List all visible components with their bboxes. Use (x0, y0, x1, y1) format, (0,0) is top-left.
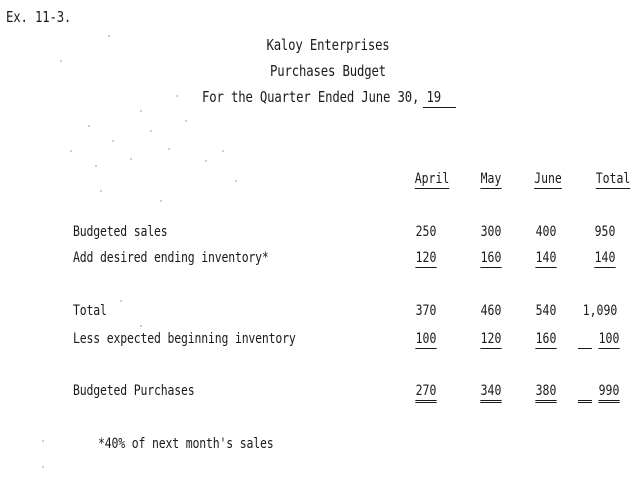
row-label-total: Total (73, 303, 107, 319)
table-cell: 120 (480, 331, 502, 347)
row-label-budgeted-sales: Budgeted sales (73, 224, 168, 240)
row-label-ending-inventory: Add desired ending inventory* (73, 250, 269, 266)
table-cell: 370 (415, 303, 437, 319)
table-cell: 160 (535, 331, 557, 347)
table-cell: 1,090 (582, 303, 618, 319)
report-period: For the Quarter Ended June 30, 19 (202, 88, 441, 106)
table-cell: 140 (594, 250, 616, 266)
table-cell: 300 (480, 224, 502, 240)
table-cell: 160 (480, 250, 502, 266)
row-label-beginning-inventory: Less expected beginning inventory (73, 331, 296, 347)
table-cell: 380 (521, 383, 570, 399)
table-cell: 120 (415, 250, 437, 266)
table-cell: 140 (535, 250, 557, 266)
row-label-budgeted-purchases: Budgeted Purchases (73, 383, 195, 399)
column-header-may: May (480, 171, 502, 187)
table-cell: 250 (415, 224, 437, 240)
footnote: *40% of next month's sales (98, 436, 274, 452)
table-cell: 270 (401, 383, 450, 399)
report-title: Purchases Budget (270, 62, 386, 80)
table-cell: 100 (415, 331, 437, 347)
exercise-label: Ex. 11-3. (6, 8, 72, 26)
company-name: Kaloy Enterprises (266, 36, 390, 54)
table-cell: 540 (535, 303, 557, 319)
table-cell: 340 (466, 383, 515, 399)
table-cell: 460 (480, 303, 502, 319)
total-underline-extension (578, 348, 592, 349)
column-header-june: June (534, 171, 562, 187)
column-header-total: Total (595, 171, 631, 187)
table-cell: 950 (594, 224, 616, 240)
table-cell: 100 (598, 331, 620, 347)
column-header-april: April (414, 171, 450, 187)
year-blank-line (423, 107, 456, 108)
table-cell: 400 (535, 224, 557, 240)
total-double-underline-extension (578, 400, 592, 403)
table-cell: 990 (584, 383, 633, 399)
